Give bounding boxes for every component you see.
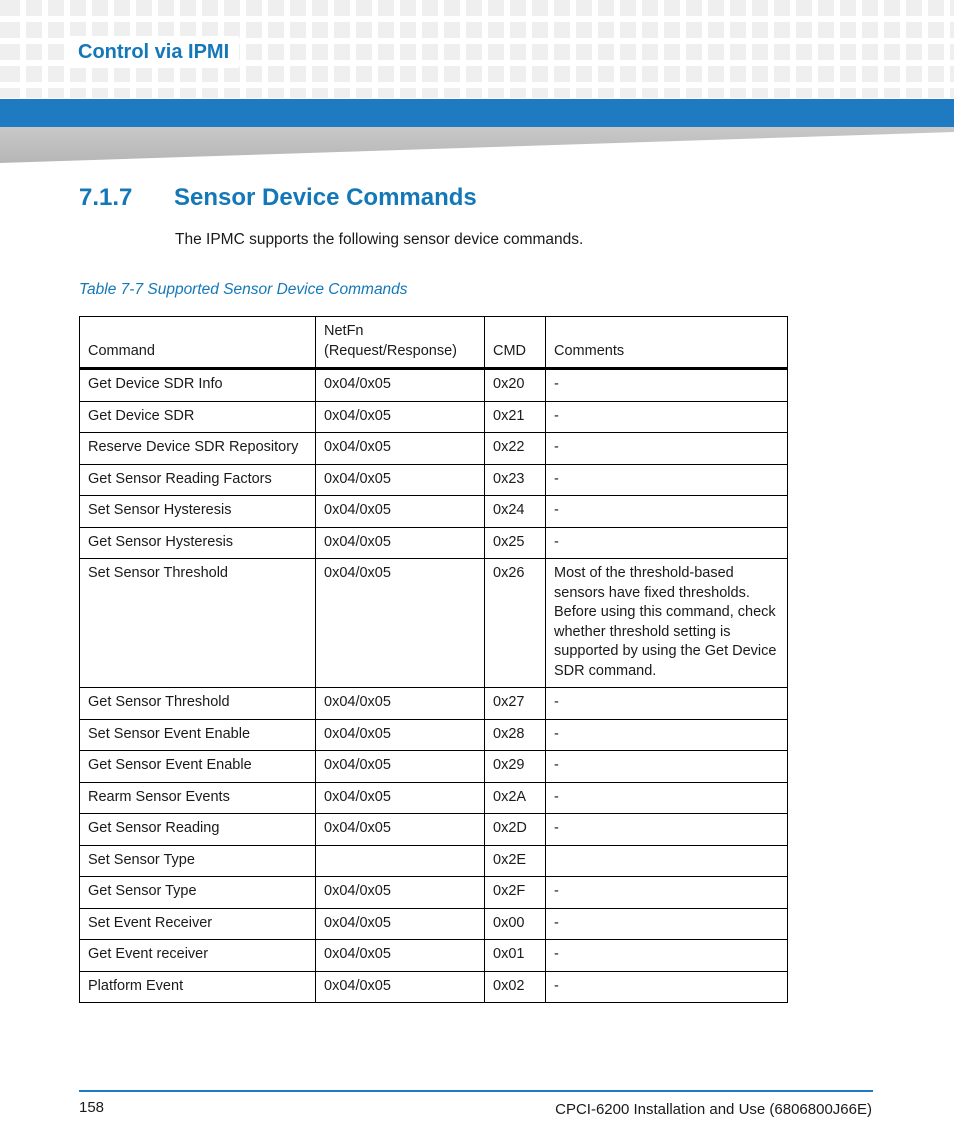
section-title: Sensor Device Commands: [174, 184, 477, 211]
cell-comments: -: [546, 751, 788, 783]
cell-netfn: 0x04/0x05: [316, 369, 485, 402]
cell-command: Rearm Sensor Events: [80, 782, 316, 814]
header-command: Command: [80, 317, 316, 369]
table-row: [80, 433, 788, 465]
table-row: [80, 971, 788, 1003]
cell-netfn: 0x04/0x05: [316, 940, 485, 972]
cell-cmd: 0x20: [485, 369, 546, 402]
footer-rule: [79, 1090, 873, 1092]
cell-netfn: 0x04/0x05: [316, 908, 485, 940]
table-row: [80, 464, 788, 496]
cell-comments: -: [546, 908, 788, 940]
cell-comments: -: [546, 527, 788, 559]
cell-command: Set Sensor Hysteresis: [80, 496, 316, 528]
header-netfn-line2: (Request/Response): [324, 342, 457, 359]
table-row: [80, 496, 788, 528]
table-row: [80, 751, 788, 783]
table-row: [80, 814, 788, 846]
cell-command: Set Sensor Type: [80, 845, 316, 877]
section-number: 7.1.7: [79, 184, 133, 211]
header-blue-band: [0, 99, 954, 127]
cell-command: Get Sensor Threshold: [80, 688, 316, 720]
cell-comments: -: [546, 496, 788, 528]
sensor-commands-table: [79, 316, 788, 1003]
cell-command: Platform Event: [80, 971, 316, 1003]
table-row: [80, 527, 788, 559]
table-row: [80, 369, 788, 402]
cell-command: Get Sensor Reading Factors: [80, 464, 316, 496]
table-row: [80, 940, 788, 972]
cell-comments: -: [546, 464, 788, 496]
cell-comments: -: [546, 369, 788, 402]
section-heading: [79, 181, 477, 215]
cell-cmd: 0x01: [485, 940, 546, 972]
cell-comments: -: [546, 877, 788, 909]
cell-cmd: 0x2E: [485, 845, 546, 877]
cell-netfn: 0x04/0x05: [316, 464, 485, 496]
table-row: [80, 782, 788, 814]
cell-cmd: 0x27: [485, 688, 546, 720]
header-netfn-line1: NetFn: [324, 323, 364, 339]
cell-cmd: 0x26: [485, 559, 546, 688]
table-row: [80, 688, 788, 720]
cell-command: Get Sensor Type: [80, 877, 316, 909]
cell-netfn: 0x04/0x05: [316, 719, 485, 751]
cell-command: Set Sensor Event Enable: [80, 719, 316, 751]
cell-netfn: [316, 845, 485, 877]
cell-command: Set Sensor Threshold: [80, 559, 316, 688]
cell-netfn: 0x04/0x05: [316, 971, 485, 1003]
cell-cmd: 0x2F: [485, 877, 546, 909]
cell-comments: -: [546, 971, 788, 1003]
cell-comments: -: [546, 782, 788, 814]
cell-comments: Most of the threshold-based sensors have fixed thresholds. Before using this command, check whether threshold setting is supported by using the Get Device SDR command.: [546, 559, 788, 688]
cell-netfn: 0x04/0x05: [316, 877, 485, 909]
cell-netfn: 0x04/0x05: [316, 496, 485, 528]
cell-cmd: 0x25: [485, 527, 546, 559]
table-row: [80, 845, 788, 877]
cell-comments: -: [546, 688, 788, 720]
table-header-row: [80, 317, 788, 369]
cell-command: Get Device SDR Info: [80, 369, 316, 402]
cell-comments: -: [546, 814, 788, 846]
cell-cmd: 0x02: [485, 971, 546, 1003]
chapter-title: Control via IPMI: [68, 36, 239, 68]
cell-comments: -: [546, 401, 788, 433]
header-gray-wedge: [0, 127, 954, 163]
header-comments: Comments: [546, 317, 788, 369]
cell-command: Reserve Device SDR Repository: [80, 433, 316, 465]
cell-comments: [546, 845, 788, 877]
cell-comments: -: [546, 719, 788, 751]
table-row: [80, 559, 788, 688]
cell-cmd: 0x22: [485, 433, 546, 465]
header-netfn: [316, 317, 485, 369]
cell-cmd: 0x29: [485, 751, 546, 783]
cell-netfn: 0x04/0x05: [316, 751, 485, 783]
cell-netfn: 0x04/0x05: [316, 433, 485, 465]
cell-netfn: 0x04/0x05: [316, 782, 485, 814]
cell-netfn: 0x04/0x05: [316, 688, 485, 720]
cell-command: Get Sensor Hysteresis: [80, 527, 316, 559]
cell-cmd: 0x00: [485, 908, 546, 940]
cell-netfn: 0x04/0x05: [316, 401, 485, 433]
cell-cmd: 0x21: [485, 401, 546, 433]
header-cmd: CMD: [485, 317, 546, 369]
cell-cmd: 0x2A: [485, 782, 546, 814]
cell-netfn: 0x04/0x05: [316, 814, 485, 846]
cell-command: Get Sensor Event Enable: [80, 751, 316, 783]
cell-command: Get Event receiver: [80, 940, 316, 972]
cell-cmd: 0x23: [485, 464, 546, 496]
table-row: [80, 908, 788, 940]
document-reference: CPCI-6200 Installation and Use (6806800J66E): [555, 1101, 872, 1118]
cell-command: Set Event Receiver: [80, 908, 316, 940]
cell-cmd: 0x28: [485, 719, 546, 751]
table-row: [80, 719, 788, 751]
table-row: [80, 401, 788, 433]
cell-comments: -: [546, 940, 788, 972]
cell-comments: -: [546, 433, 788, 465]
cell-command: Get Sensor Reading: [80, 814, 316, 846]
page-number: 158: [79, 1099, 105, 1116]
cell-cmd: 0x24: [485, 496, 546, 528]
table-row: [80, 877, 788, 909]
table-body: [80, 369, 788, 1003]
cell-command: Get Device SDR: [80, 401, 316, 433]
intro-paragraph: The IPMC supports the following sensor device commands.: [175, 231, 584, 248]
cell-cmd: 0x2D: [485, 814, 546, 846]
cell-netfn: 0x04/0x05: [316, 559, 485, 688]
cell-netfn: 0x04/0x05: [316, 527, 485, 559]
table-caption: Table 7-7 Supported Sensor Device Commands: [79, 281, 408, 298]
